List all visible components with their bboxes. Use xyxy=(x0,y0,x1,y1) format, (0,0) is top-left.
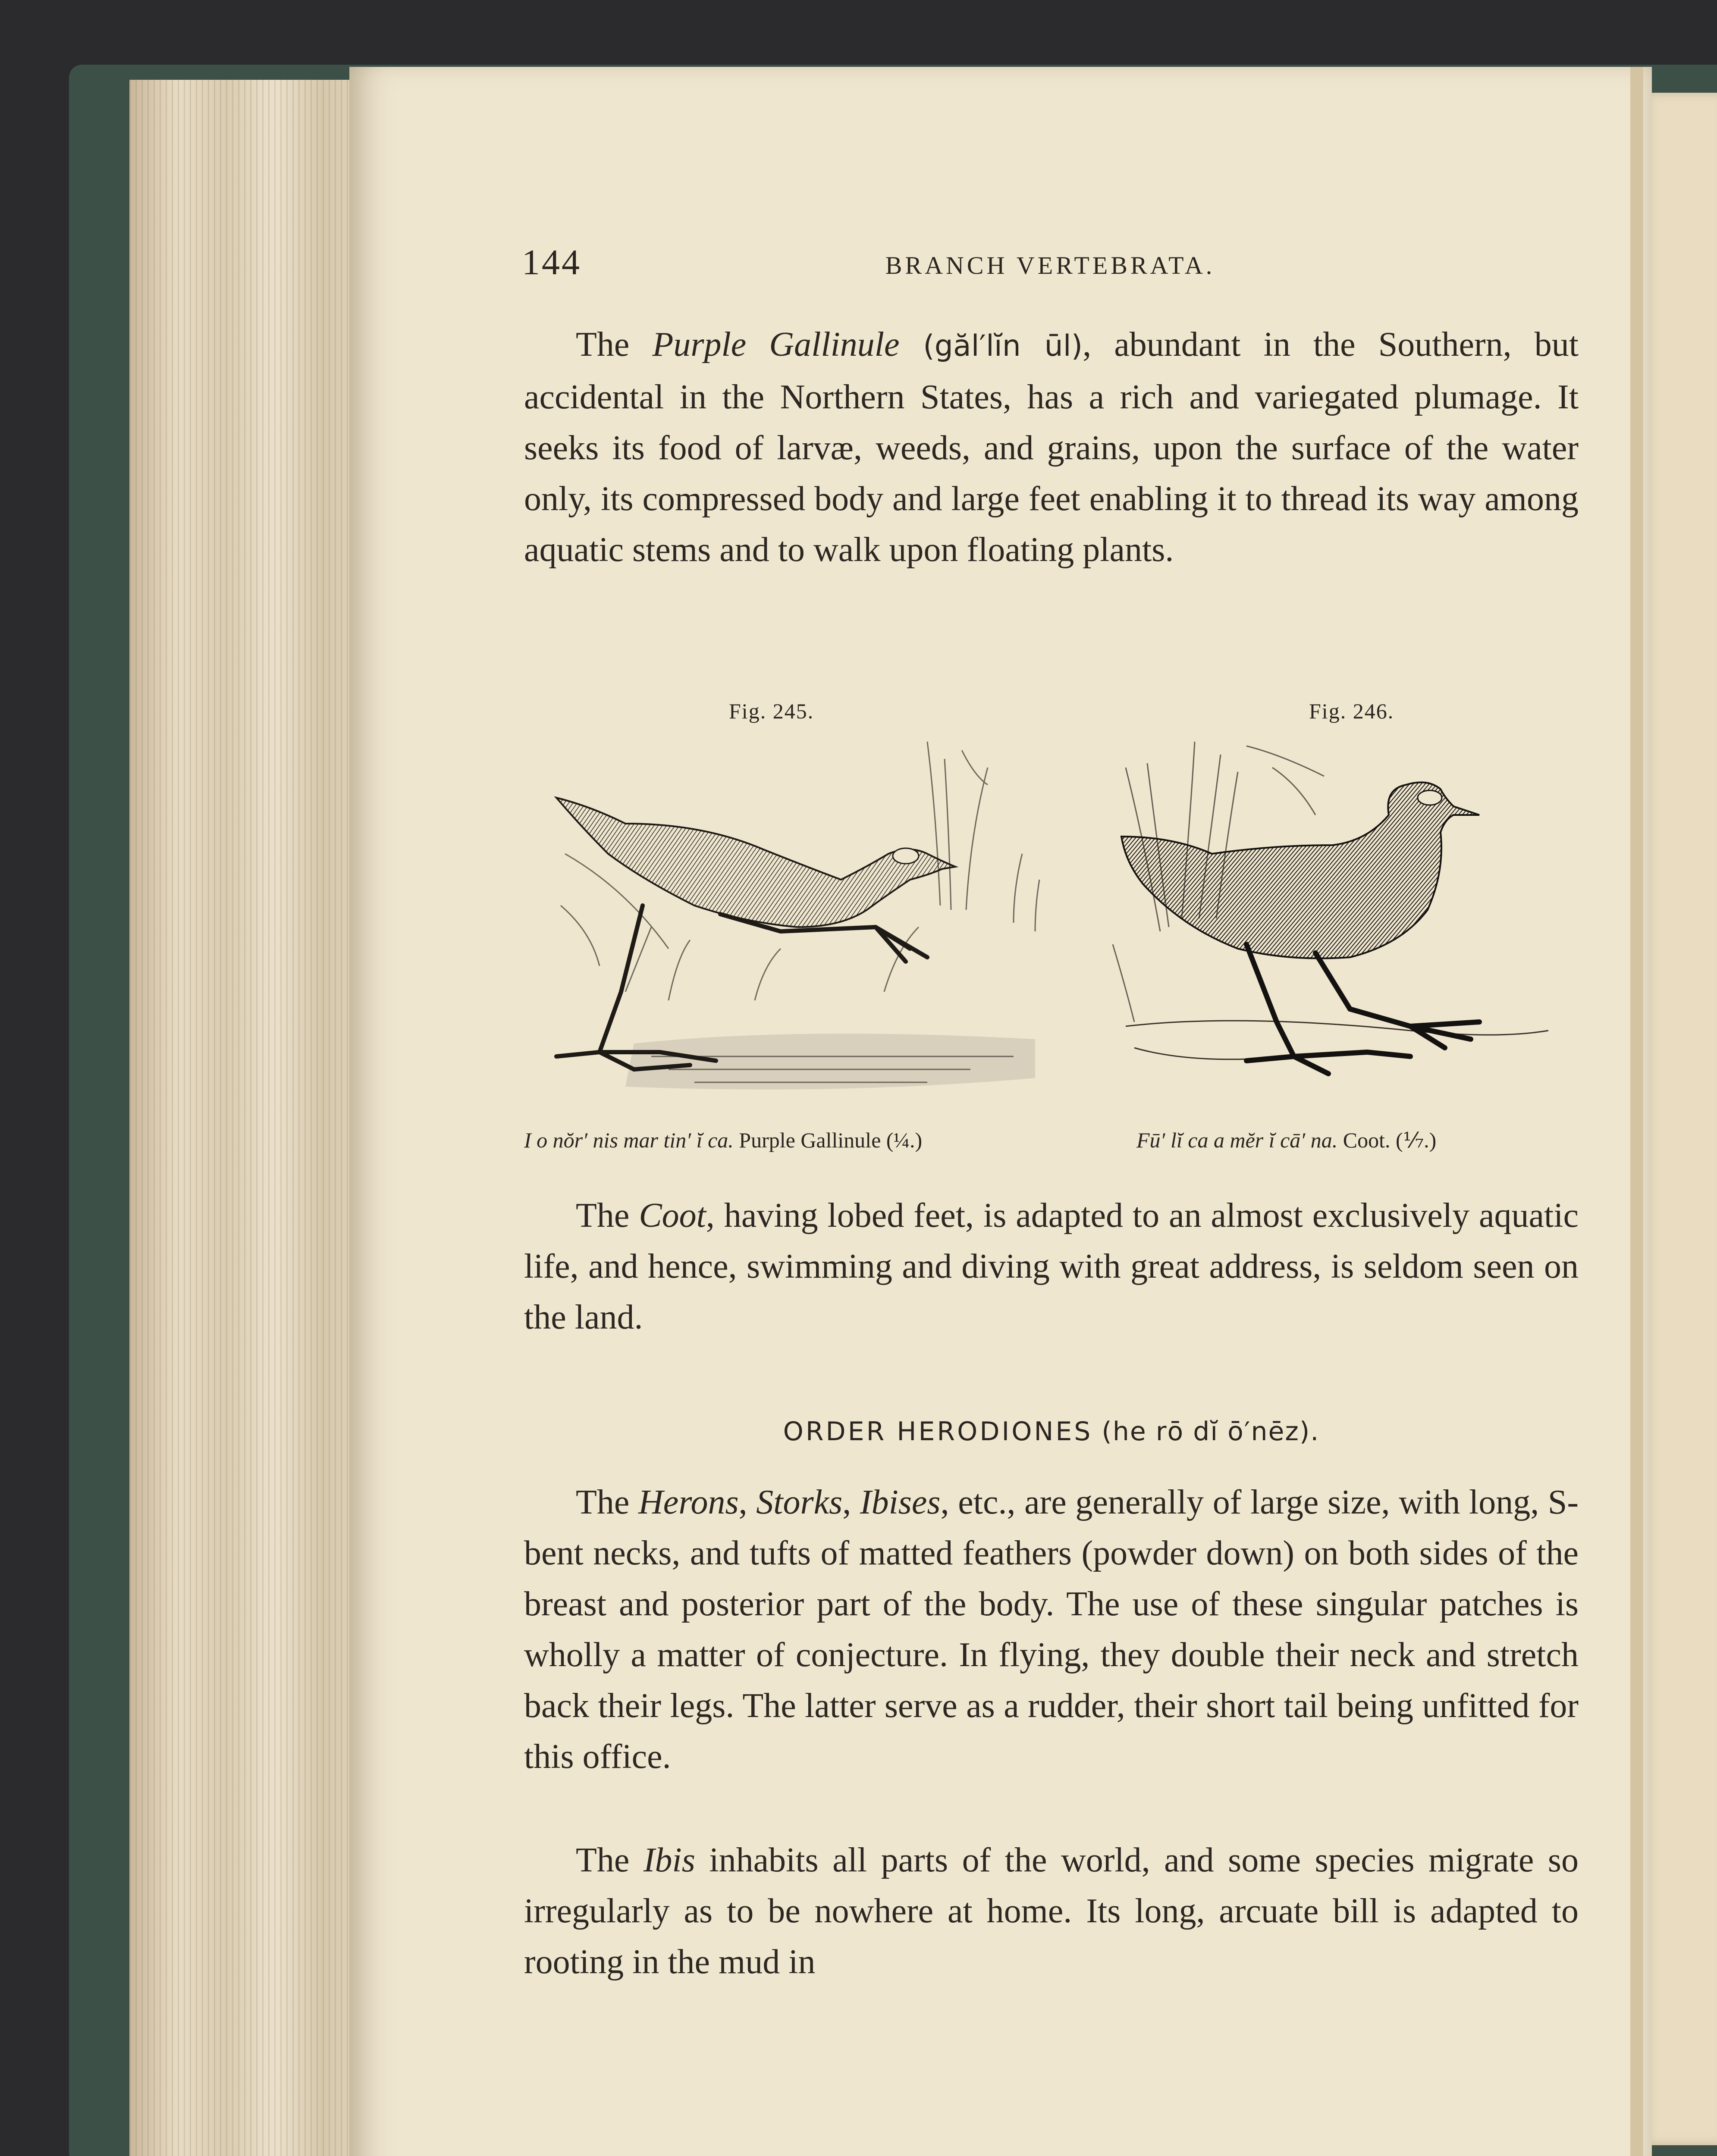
page-edges xyxy=(129,80,371,2156)
fig-246-label: Fig. 246. xyxy=(1309,699,1394,723)
running-head-title: BRANCH VERTEBRATA. xyxy=(885,251,1215,279)
section-heading-herodiones: ORDER HERODIONES (he rō dĭ ō′nēz). xyxy=(783,1416,1320,1447)
running-head xyxy=(522,241,1579,293)
paragraph-purple-gallinule: The Purple Gallinule (găl′lĭn ūl), abundant in the Southern, but accidental in the Northern States, has a rich and variegated plumage. It seeks its food of larvæ, weeds, and grains, upon the surface of the water only, its compressed body and large feet enabling it to thread its way among aquatic stems and to walk upon floating plants. xyxy=(524,326,1579,569)
purple-gallinule-illustration xyxy=(539,724,1078,1112)
paragraph-coot: The Coot, having lobed feet, is adapted to an almost exclusively aquatic life, and hence, swimming and diving with great address, is seldom seen on the land. xyxy=(524,1197,1579,1336)
fig-245-latin-name: I o nŏr′ nis mar tin′ ĭ ca. xyxy=(524,1128,734,1152)
fig-245-common-name: Purple Gallinule (¼.) xyxy=(733,1128,923,1152)
fig-246-common-name: Coot. (⅐.) xyxy=(1337,1128,1437,1152)
page-gutter-edge xyxy=(1630,67,1643,2156)
page-number: 144 xyxy=(522,242,581,282)
coot-illustration xyxy=(1108,729,1557,1117)
pronunciation: (he rō dĭ ō′nēz). xyxy=(1092,1416,1320,1447)
fig-245-caption xyxy=(524,1128,922,1153)
term-coot: Coot xyxy=(639,1197,706,1235)
fig-245-label: Fig. 245. xyxy=(729,699,814,723)
paragraph-herons: The Herons, Storks, Ibises, etc., are generally of large size, with long, S-bent necks, and tufts of matted feathers (powder down) on both sides of the breast and posterior part of the body. The use of these singular patches is wholly a matter of conjecture. In flying, they double their neck and stretch back their legs. The latter serve as a rudder, their short tail being unfitted for this office. xyxy=(524,1483,1579,1776)
term-ibises: Ibises xyxy=(860,1483,941,1521)
term-purple-gallinule: Purple Gallinule xyxy=(652,326,900,364)
term-ibis: Ibis xyxy=(643,1841,695,1879)
pronunciation: (găl′lĭn ūl) xyxy=(899,329,1083,363)
paragraph-ibis: The Ibis inhabits all parts of the world, and some species migrate so irregularly as to be nowhere at home. Its long, arcuate bill is adapted to rooting in the mud in xyxy=(524,1841,1579,1981)
fig-246-latin-name: Fū′ lĭ ca a mĕr ĭ cā′ na. xyxy=(1136,1128,1338,1152)
term-storks: Storks xyxy=(756,1483,843,1521)
term-herons: Herons xyxy=(638,1483,739,1521)
fig-246-caption xyxy=(1136,1128,1436,1153)
